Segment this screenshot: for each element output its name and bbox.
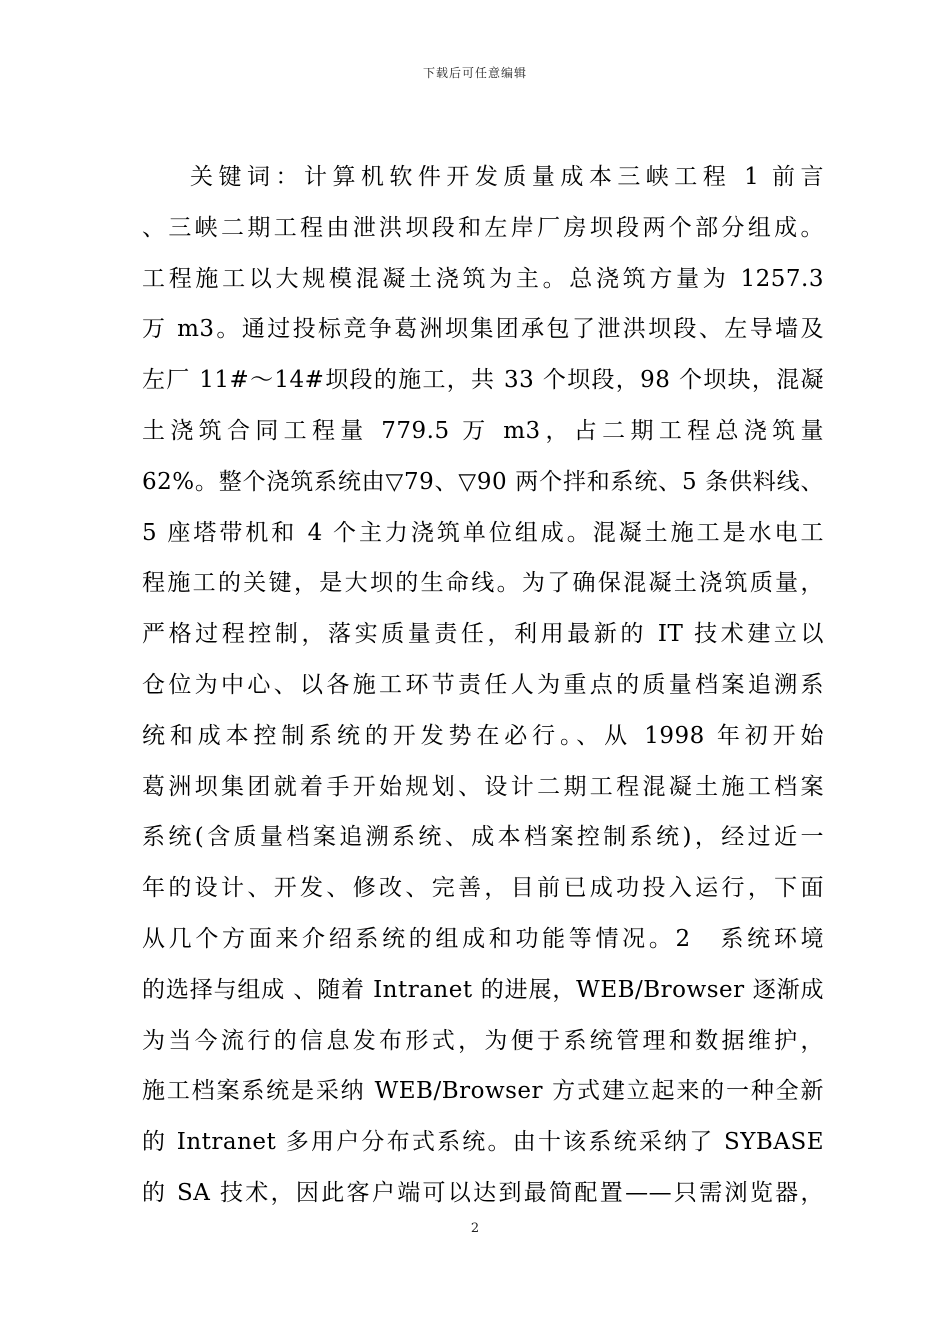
text-line: 62%。整个浇筑系统由▽79、▽90 两个拌和系统、5 条供料线、 bbox=[142, 468, 824, 495]
text-line: 为当今流行的信息发布形式，为便于系统管理和数据维护， bbox=[142, 1027, 824, 1054]
text-line: 的 SA 技术，因此客户端可以达到最简配置——只需浏览器， bbox=[142, 1179, 824, 1206]
text-line: 土浇筑合同工程量 779.5 万 m3，占二期工程总浇筑量 bbox=[142, 417, 824, 444]
text-line: 系统(含质量档案追溯系统、成本档案控制系统)，经过近一 bbox=[142, 824, 824, 851]
text-line: 、三峡二期工程由泄洪坝段和左岸厂房坝段两个部分组成。 bbox=[142, 214, 824, 241]
text-line: 5 座塔带机和 4 个主力浇筑单位组成。混凝土施工是水电工 bbox=[142, 519, 824, 546]
text-line: 从几个方面来介绍系统的组成和功能等情况。2 系统环境 bbox=[142, 925, 824, 952]
text-line: 的 Intranet 多用户分布式系统。由十该系统采纳了 SYBASE bbox=[142, 1129, 824, 1156]
text-line: 的选择与组成 、随着 Intranet 的进展，WEB/Browser 逐渐成 bbox=[142, 976, 824, 1003]
text-line: 严格过程控制，落实质量责任，利用最新的 IT 技术建立以 bbox=[142, 621, 824, 648]
text-line: 统和成本控制系统的开发势在必行。、从 1998 年初开始 bbox=[142, 722, 824, 749]
text-line: 葛洲坝集团就着手开始规划、设计二期工程混凝土施工档案 bbox=[142, 773, 824, 800]
page-header-note: 下载后可任意编辑 bbox=[422, 66, 527, 80]
text-line: 施工档案系统是采纳 WEB/Browser 方式建立起来的一种全新 bbox=[142, 1078, 824, 1105]
text-line: 关键词：计算机软件开发质量成本三峡工程 1 前言 bbox=[190, 164, 824, 190]
body-text bbox=[142, 152, 824, 1219]
text-line: 年的设计、开发、修改、完善，目前已成功投入运行，下面 bbox=[142, 875, 824, 902]
page-number: 2 bbox=[470, 1221, 480, 1236]
text-line: 仓位为中心、以各施工环节责任人为重点的质量档案追溯系 bbox=[142, 671, 824, 698]
text-line: 左厂 11#～14#坝段的施工，共 33 个坝段，98 个坝块，混凝 bbox=[142, 367, 824, 394]
text-line: 工程施工以大规模混凝土浇筑为主。总浇筑方量为 1257.3 bbox=[142, 265, 824, 292]
text-line: 万 m3。通过投标竞争葛洲坝集团承包了泄洪坝段、左导墙及 bbox=[142, 316, 824, 343]
text-line: 程施工的关键，是大坝的生命线。为了确保混凝土浇筑质量， bbox=[142, 570, 824, 597]
